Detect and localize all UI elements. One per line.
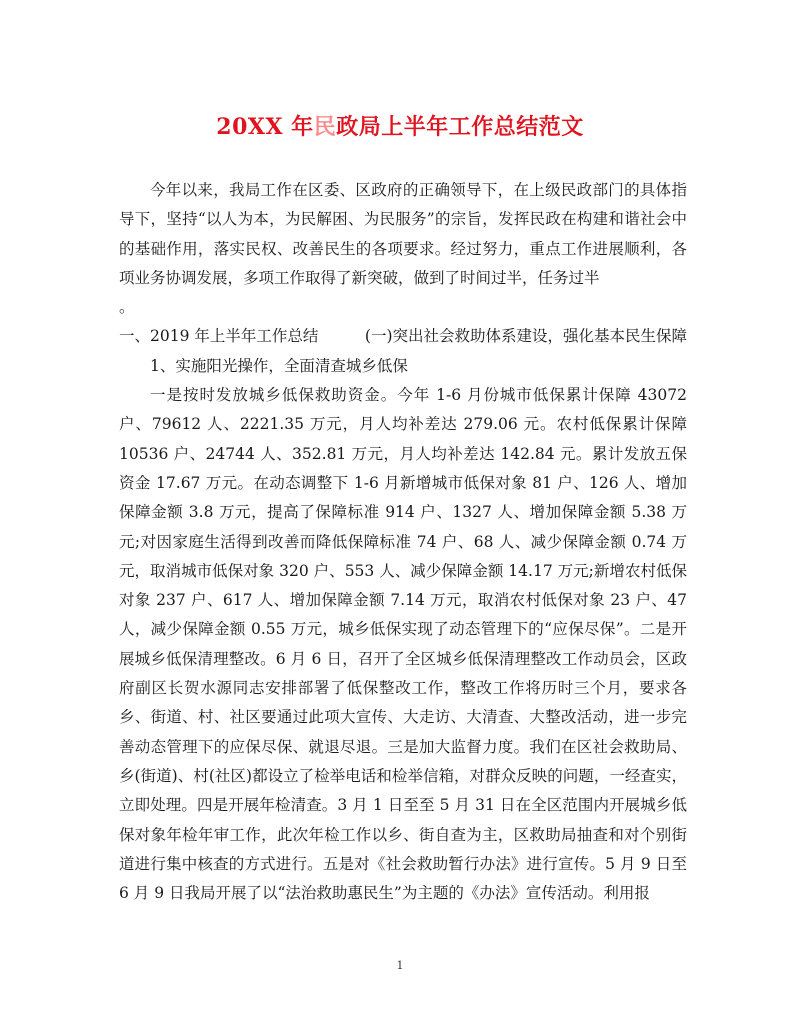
item-heading: 1、实施阳光操作，全面清查城乡低保	[150, 356, 408, 375]
title-suffix: 政局上半年工作总结范文	[336, 114, 584, 140]
section-heading: 一、2019 年上半年工作总结	[119, 327, 319, 346]
title-highlight: 民	[313, 114, 337, 140]
intro-text: 今年以来，我局工作在区委、区政府的正确领导下，在上级民政部门的具体指导下，坚持“以人为本，为民解困、为民服务”的宗旨，发挥民政在构建和谐社会中的基础作用，落实民权、改善民生的各项要求。经过努力，重点工作进展顺利，各项业务协调发展，多项工作取得了新突破，做到了时间过半，任务过半	[119, 181, 687, 287]
title-prefix: 20XX 年	[216, 114, 314, 140]
document-body	[119, 176, 687, 908]
intro-tail: 。	[119, 298, 135, 317]
intro-paragraph	[119, 176, 687, 293]
page-number: 1	[396, 959, 404, 972]
detail-paragraph: 一是按时发放城乡低保救助资金。今年 1-6 月份城市低保累计保障 43072 户、79612 人、2221.35 万元，月人均补差达 279.06 元。农村低保累计保障 10536 户、24744 人、352.81 万元，月人均补差达 142.84 元。累计发放五保资金 17.67 万元。在动态调整下 1-6 月新增城市低保对象 81 户、126 人、增加保障金额 3.8 万元，提高了保障标准 914 户、1327 人、增加保障金额 5.38 万元;对因家庭生活得到改善而降低保障标准 74 户、68 人、减少保障金额 0.74 万元，取消城市低保对象 320 户、553 人、减少保障金额 14.17 万元;新增农村低保对象 237 户、617 人、增加保障金额 7.14 万元，取消农村低保对象 23 户、47 人，减少保障金额 0.55 万元，城乡低保实现了动态管理下的“应保尽保”。二是开展城乡低保清理整改。6 月 6 日，召开了全区城乡低保清理整改工作动员会，区政府副区长贺水源同志安排部署了低保整改工作，整改工作将历时三个月，要求各乡、街道、村、社区要通过此项大宣传、大走访、大清查、大整改活动，进一步完善动态管理下的应保尽保、就退尽退。三是加大监督力度。我们在区社会救助局、乡(街道)、村(社区)都设立了检举电话和检举信箱，对群众反映的问题，一经查实，立即处理。四是开展年检清查。3 月 1 日至至 5 月 31 日在全区范围内开展城乡低保对象年检年审工作，此次年检工作以乡、街自查为主，区救助局抽查和对个别街道进行集中核查的方式进行。五是对《社会救助暂行办法》进行宣传。5 月 9 日至 6 月 9 日我局开展了以“法治救助惠民生”为主题的《办法》宣传活动。利用报	[119, 386, 687, 903]
section-heading-row	[119, 322, 687, 351]
section-subheading: (一)突出社会救助体系建设，强化基本民生保障	[364, 327, 687, 346]
document-title	[0, 110, 800, 141]
